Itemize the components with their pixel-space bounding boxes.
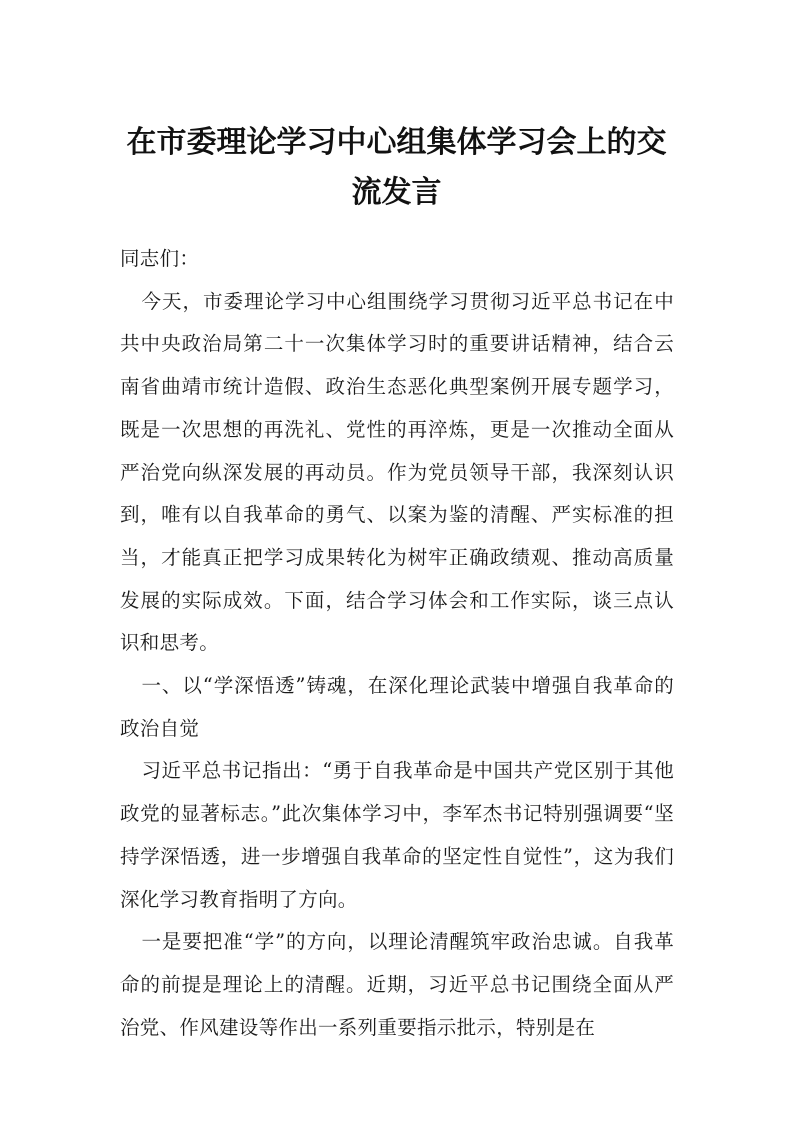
title-line-2: 流发言 bbox=[351, 175, 442, 210]
title-line-1: 在市委理论学习中心组集体学习会上的交 bbox=[126, 125, 667, 160]
document-title bbox=[100, 118, 693, 218]
paragraph-intro: 今天，市委理论学习中心组围绕学习贯彻习近平总书记在中共中央政治局第二十一次集体学习时的重要讲话精神，结合云南省曲靖市统计造假、政治生态恶化典型案例开展专题学习，既是一次思想的再洗礼、党性的再淬炼，更是一次推动全面从严治党向纵深发展的再动员。作为党员领导干部，我深刻认识到，唯有以自我革命的勇气、以案为鉴的清醒、严实标准的担当，才能真正把学习成果转化为树牢正确政绩观、推动高质量发展的实际成效。下面，结合学习体会和工作实际，谈三点认识和思考。 bbox=[120, 289, 674, 655]
paragraph-point-1: 一是要把准“学”的方向，以理论清醒筑牢政治忠诚。自我革命的前提是理论上的清醒。近期，习近平总书记围绕全面从严治党、作风建设等作出一系列重要指示批示，特别是在 bbox=[120, 930, 674, 1039]
section-heading-1: 一、以“学深悟透”铸魂，在深化理论武装中增强自我革命的政治自觉 bbox=[120, 674, 674, 740]
paragraph-quote: 习近平总书记指出：“勇于自我革命是中国共产党区别于其他政党的显著标志。”此次集体学习中，李军杰书记特别强调要“坚持学深悟透，进一步增强自我革命的坚定性自觉性”，这为我们深化学习教育指明了方向。 bbox=[120, 759, 674, 911]
salutation: 同志们： bbox=[120, 247, 200, 270]
document-body bbox=[120, 238, 674, 1049]
